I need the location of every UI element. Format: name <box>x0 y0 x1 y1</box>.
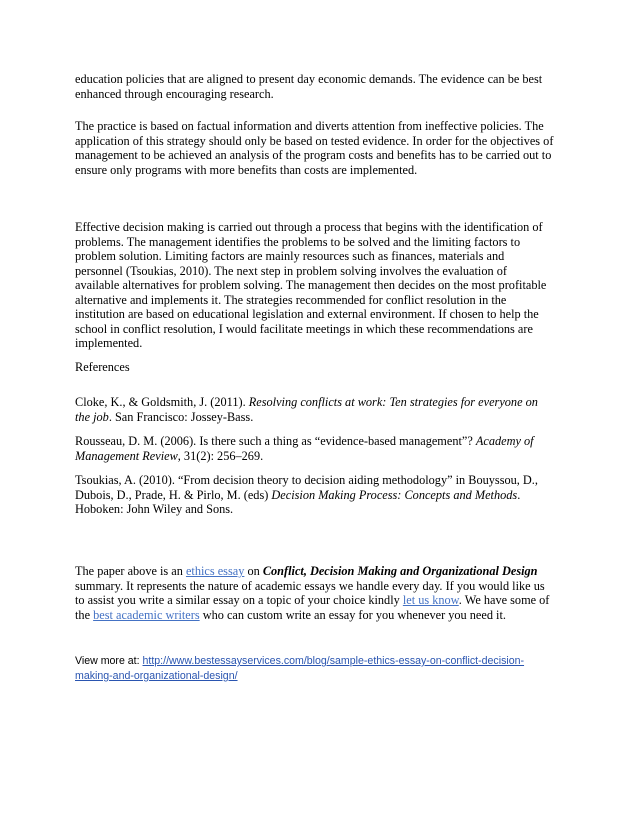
ref-volume: , 31(2): 256–269. <box>177 448 264 463</box>
paragraph-promo <box>75 564 575 622</box>
text-line <box>75 488 575 503</box>
promo-text: who can custom write an essay for you whenever you need it. <box>199 607 506 622</box>
text-line <box>75 669 575 684</box>
ref-title: Resolving conflicts at work: Ten strategies for everyone on <box>248 395 538 409</box>
text-line <box>75 593 575 608</box>
paragraph-decision-making <box>75 220 575 351</box>
ref-authors: Rousseau, D. M. (2006). Is there such a thing as “evidence-based management”? <box>75 434 476 448</box>
ref-journal: Management Review <box>75 448 178 463</box>
view-more-footer <box>75 654 575 684</box>
text-line <box>75 564 575 579</box>
text-line: implemented. <box>75 336 143 350</box>
promo-text: to assist you write a similar essay on a topic of your choice kindly <box>75 593 403 607</box>
text-line <box>75 410 575 425</box>
text-line: Hoboken: John Wiley and Sons. <box>75 502 234 516</box>
text-line <box>75 395 575 410</box>
source-url-link[interactable]: http://www.bestessayservices.com/blog/sample-ethics-essay-on-conflict-decision- <box>142 655 525 667</box>
text-line: application of this strategy should only be based on tested evidence. In order for the objectives of <box>75 133 554 148</box>
references-heading: References <box>75 360 130 374</box>
text-line <box>75 434 575 449</box>
source-url-link-continued[interactable]: making-and-organizational-design/ <box>75 670 238 682</box>
text-line: problems. The management identifies the problems to be solved and the limiting factors to <box>75 234 521 249</box>
text-line <box>75 654 575 669</box>
ref-publisher: . San Francisco: Jossey-Bass. <box>108 409 254 424</box>
text-line: summary. It represents the nature of academic essays we handle every day. If you would like us <box>75 578 545 593</box>
text-line: institution are based on educational legislation and external environment. If chosen to help the <box>75 307 539 321</box>
reference-cloke <box>75 395 575 424</box>
let-us-know-link[interactable]: let us know <box>402 593 459 607</box>
paragraph-practice <box>75 119 575 177</box>
text-line: personnel (Tsoukias, 2010). The next step in problem solving involves the evaluation of <box>75 263 507 278</box>
reference-tsoukias <box>75 473 575 517</box>
ethics-essay-link[interactable]: ethics essay <box>185 564 245 578</box>
ref-journal: Academy of <box>475 434 534 448</box>
promo-text: the <box>75 607 94 622</box>
ref-book-title: Decision Making Process: Concepts and Methods <box>271 487 518 502</box>
text-line: Effective decision making is carried out through a process that begins with the identification of <box>75 220 543 234</box>
text-line <box>75 449 575 464</box>
ref-editors: Dubois, D., Prade, H. & Pirlo, M. (eds) <box>75 487 272 502</box>
promo-text: . We have some of <box>458 593 550 607</box>
ref-punct: . <box>517 487 521 502</box>
reference-rousseau <box>75 434 575 463</box>
promo-text: on <box>244 564 263 578</box>
text-line <box>75 608 575 623</box>
text-line: education policies that are aligned to present day economic demands. The evidence can be best <box>75 72 543 86</box>
text-line: alternative and implements it. The strategies recommended for conflict resolution in the <box>75 292 507 307</box>
ref-authors: Cloke, K., & Goldsmith, J. (2011). <box>75 395 249 409</box>
best-academic-writers-link[interactable]: best academic writers <box>93 607 200 622</box>
text-line: enhanced through encouraging research. <box>75 86 274 101</box>
text-line: management to be achieved an analysis of the program costs and benefits has to be carried out to <box>75 148 552 162</box>
text-line: ensure only programs with more benefits than costs are implemented. <box>75 162 418 177</box>
paragraph-evidence <box>75 72 575 101</box>
ref-title: the job <box>75 409 109 424</box>
promo-text: The paper above is an <box>75 564 186 578</box>
text-line: available alternatives for problem solving. The management then decides on the most profitable <box>75 278 547 292</box>
text-line: school in conflict resolution, I would facilitate meetings in which these recommendations are <box>75 321 533 336</box>
essay-topic: Conflict, Decision Making and Organizational Design <box>262 564 538 578</box>
view-more-label: View more at: <box>75 655 143 667</box>
text-line: problem solution. Limiting factors are mainly resources such as finances, materials and <box>75 249 505 263</box>
text-line: Tsoukias, A. (2010). “From decision theory to decision aiding methodology” in Bouyssou, D., <box>75 473 538 487</box>
text-line: The practice is based on factual information and diverts attention from ineffective policies. The <box>75 119 544 133</box>
